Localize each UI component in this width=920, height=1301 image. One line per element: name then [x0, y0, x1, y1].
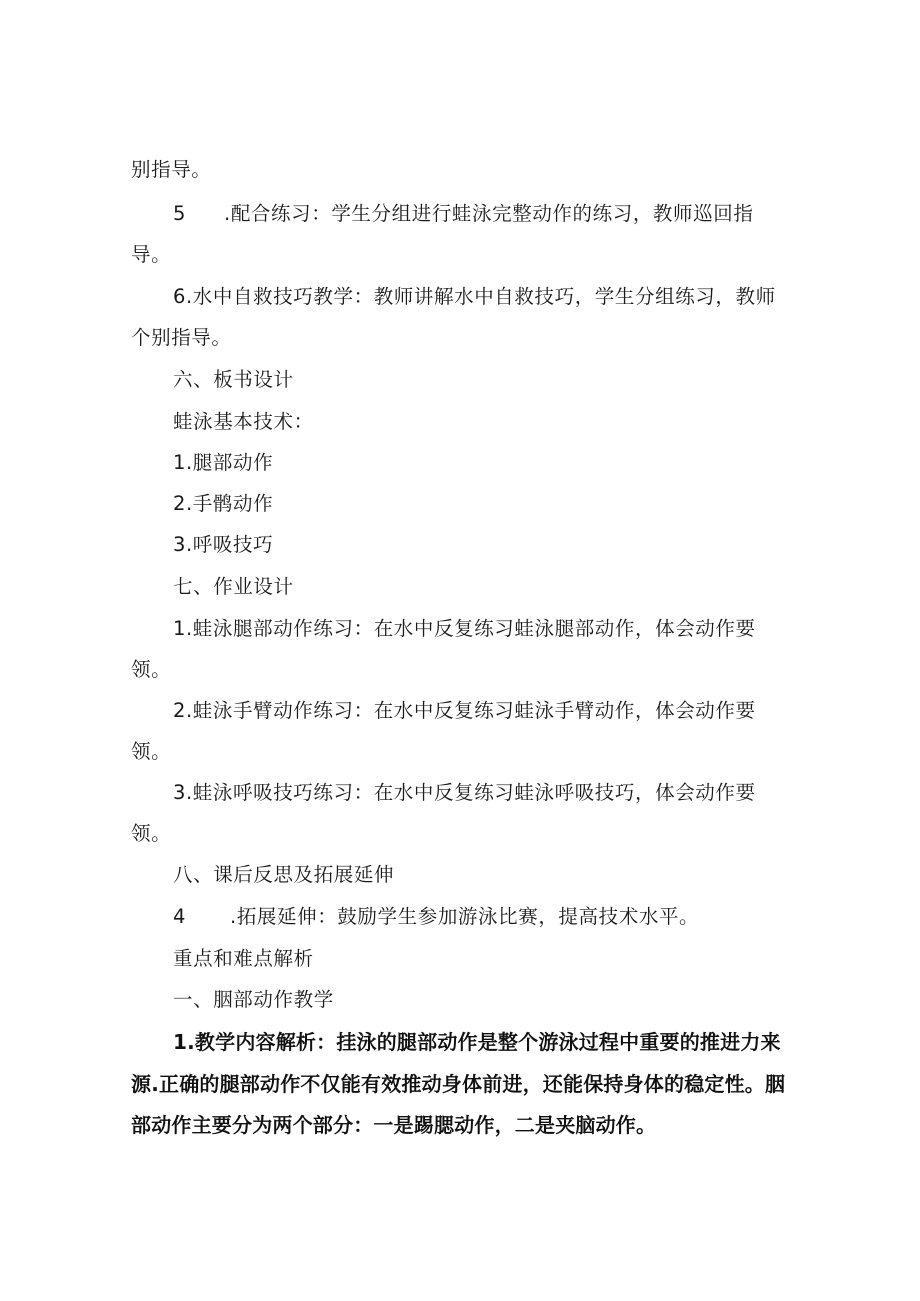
paragraph-line: 源.正确的腿部动作不仅能有效推动身体前进，还能保持身体的稳定性。胭	[131, 1072, 786, 1096]
list-item-4	[173, 904, 699, 930]
list-number: 4	[173, 905, 187, 928]
list-item-text: .拓展延伸：鼓励学生参加游泳比赛，提高技术水平。	[230, 905, 700, 928]
paragraph-line: 别指导。	[131, 158, 212, 181]
paragraph-line: 领。	[131, 658, 172, 681]
paragraph-line: 1.教学内容解析：挂泳的腿部动作是整个游泳过程中重要的推进力来	[173, 1030, 781, 1054]
analysis-heading: 重点和难点解析	[173, 947, 314, 970]
analysis-subheading: 一、胭部动作教学	[173, 988, 334, 1011]
paragraph-line: 部动作主要分为两个部分：一是踢腮动作，二是夹脑动作。	[131, 1113, 657, 1137]
paragraph-line: 个别指导。	[131, 326, 232, 349]
paragraph-line: 领。	[131, 822, 172, 845]
list-item: 2.蛙泳手臂动作练习：在水中反复练习蛙泳手臂动作，体会动作要	[173, 699, 756, 722]
section-heading: 八、课后反思及拓展延伸	[173, 863, 395, 886]
list-item: 1.腿部动作	[173, 451, 274, 474]
section-heading: 六、板书设计	[173, 368, 294, 391]
list-item-5	[173, 201, 753, 227]
paragraph-line: 导。	[131, 243, 172, 266]
section-intro: 蛙泳基本技术：	[173, 410, 314, 433]
list-item: 2.手鹘动作	[173, 492, 274, 515]
section-heading: 七、作业设计	[173, 575, 294, 598]
list-item: 3.呼吸技巧	[173, 533, 274, 556]
list-item: 1.蛙泳腿部动作练习：在水中反复练习蛙泳腿部动作，体会动作要	[173, 617, 756, 640]
list-number: 5	[173, 202, 187, 225]
list-item-6: 6.水中自救技巧教学：教师讲解水中自救技巧，学生分组练习，教师	[173, 285, 776, 308]
list-item-text: .配合练习：学生分组进行蛙泳完整动作的练习，教师巡回指	[224, 202, 754, 225]
paragraph-line: 领。	[131, 740, 172, 763]
list-item: 3.蛙泳呼吸技巧练习：在水中反复练习蛙泳呼吸技巧，体会动作要	[173, 781, 756, 804]
